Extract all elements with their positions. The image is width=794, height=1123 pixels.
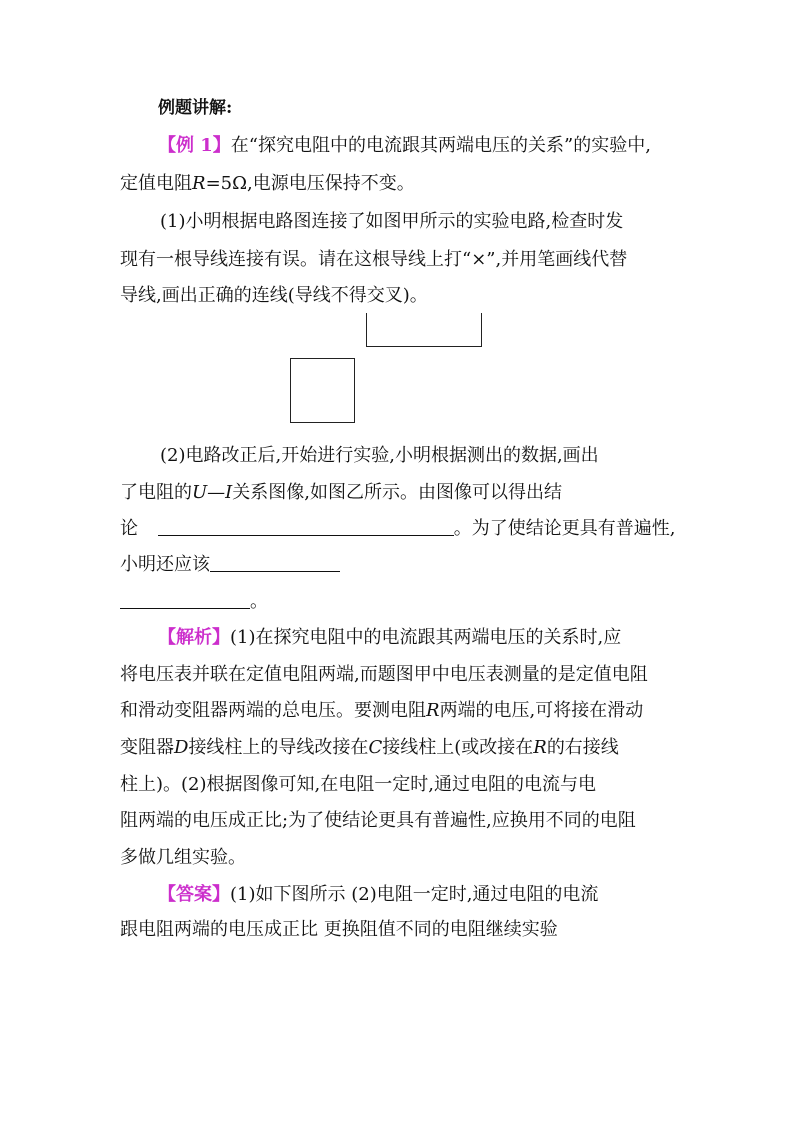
analysis-line-4 — [120, 736, 690, 760]
analysis-line-4-mid: 接线柱上的导线改接在 — [188, 737, 369, 758]
analysis-tag: 【解析】 — [158, 627, 230, 648]
example-line-1-text: 在“探究电阻中的电流跟其两端电压的关系”的实验中, — [230, 135, 651, 156]
analysis-line-7: 多做几组实验。 — [120, 847, 246, 868]
next-step-answer-blank-1[interactable] — [210, 553, 340, 572]
question-2-line-2-post: 关系图像,如图乙所示。由图像可以得出结 — [232, 482, 563, 503]
example-line-2-pre: 定值电阻 — [120, 173, 192, 194]
example-line-2 — [120, 172, 690, 196]
conclusion-answer-blank[interactable] — [158, 517, 454, 536]
question-1-line-1: (1)小明根据电路图连接了如图甲所示的实验电路,检查时发 — [160, 211, 624, 232]
analysis-line-4-pre: 变阻器 — [120, 737, 174, 758]
question-2-line-5 — [120, 590, 690, 614]
analysis-line-2: 将电压表并联在定值电阻两端,而题图甲中电压表测量的是定值电阻 — [120, 664, 648, 685]
example-line-2-post: =5Ω,电源电压保持不变。 — [205, 173, 415, 194]
example-line-1 — [158, 134, 728, 158]
question-1-line-3: 导线,画出正确的连线(导线不得交叉)。 — [120, 285, 428, 306]
figure-placeholder-open-box — [366, 313, 482, 347]
analysis-resistor-variable: R — [426, 700, 440, 721]
section-heading: 例题讲解: — [158, 98, 233, 118]
answer-line-2: 跟电阻两端的电压成正比 更换阻值不同的电阻继续实验 — [120, 919, 558, 940]
answer-line-1-text: (1)如下图所示 (2)电阻一定时,通过电阻的电流 — [230, 884, 599, 905]
analysis-line-3-pre: 和滑动变阻器两端的总电压。要测电阻 — [120, 700, 426, 721]
analysis-line-3-post: 两端的电压,可将接在滑动 — [439, 700, 644, 721]
resistor-r-variable: R — [533, 737, 547, 758]
question-2-line-5-post: 。 — [250, 591, 268, 612]
analysis-line-3 — [120, 699, 690, 723]
terminal-d-variable: D — [174, 737, 189, 758]
question-2-line-3-post: 。为了使结论更具有普遍性, — [453, 518, 676, 539]
question-2-line-1: (2)电路改正后,开始进行实验,小明根据测出的数据,画出 — [160, 445, 599, 466]
analysis-line-5: 柱上)。(2)根据图像可知,在电阻一定时,通过电阻的电流与电 — [120, 774, 596, 795]
analysis-line-6: 阻两端的电压成正比;为了使结论更具有普遍性,应换用不同的电阻 — [120, 810, 636, 831]
question-1-line-2: 现有一根导线连接有误。请在这根导线上打“×”,并用笔画线代替 — [120, 249, 628, 270]
answer-line-1 — [158, 883, 728, 907]
analysis-line-4-mid2: 接线柱上(或改接在 — [382, 737, 534, 758]
analysis-line-4-post: 的右接线 — [546, 737, 619, 758]
question-2-line-3 — [120, 517, 690, 541]
question-2-line-2 — [120, 481, 690, 505]
question-2-line-4-text: 小明还应该 — [120, 554, 210, 575]
ui-variable: U—I — [192, 482, 233, 503]
resistor-variable: R — [192, 173, 206, 194]
terminal-c-variable: C — [368, 737, 383, 758]
example-tag: 【例 1】 — [158, 135, 231, 156]
figure-placeholder-square — [290, 358, 355, 423]
question-2-line-3-pre: 论 — [120, 518, 138, 539]
next-step-answer-blank-2[interactable] — [120, 590, 250, 609]
question-2-line-4 — [120, 553, 690, 577]
analysis-line-1 — [158, 626, 728, 650]
answer-tag: 【答案】 — [158, 884, 230, 905]
question-2-line-2-pre: 了电阻的 — [120, 482, 192, 503]
analysis-line-1-text: (1)在探究电阻中的电流跟其两端电压的关系时,应 — [230, 627, 622, 648]
